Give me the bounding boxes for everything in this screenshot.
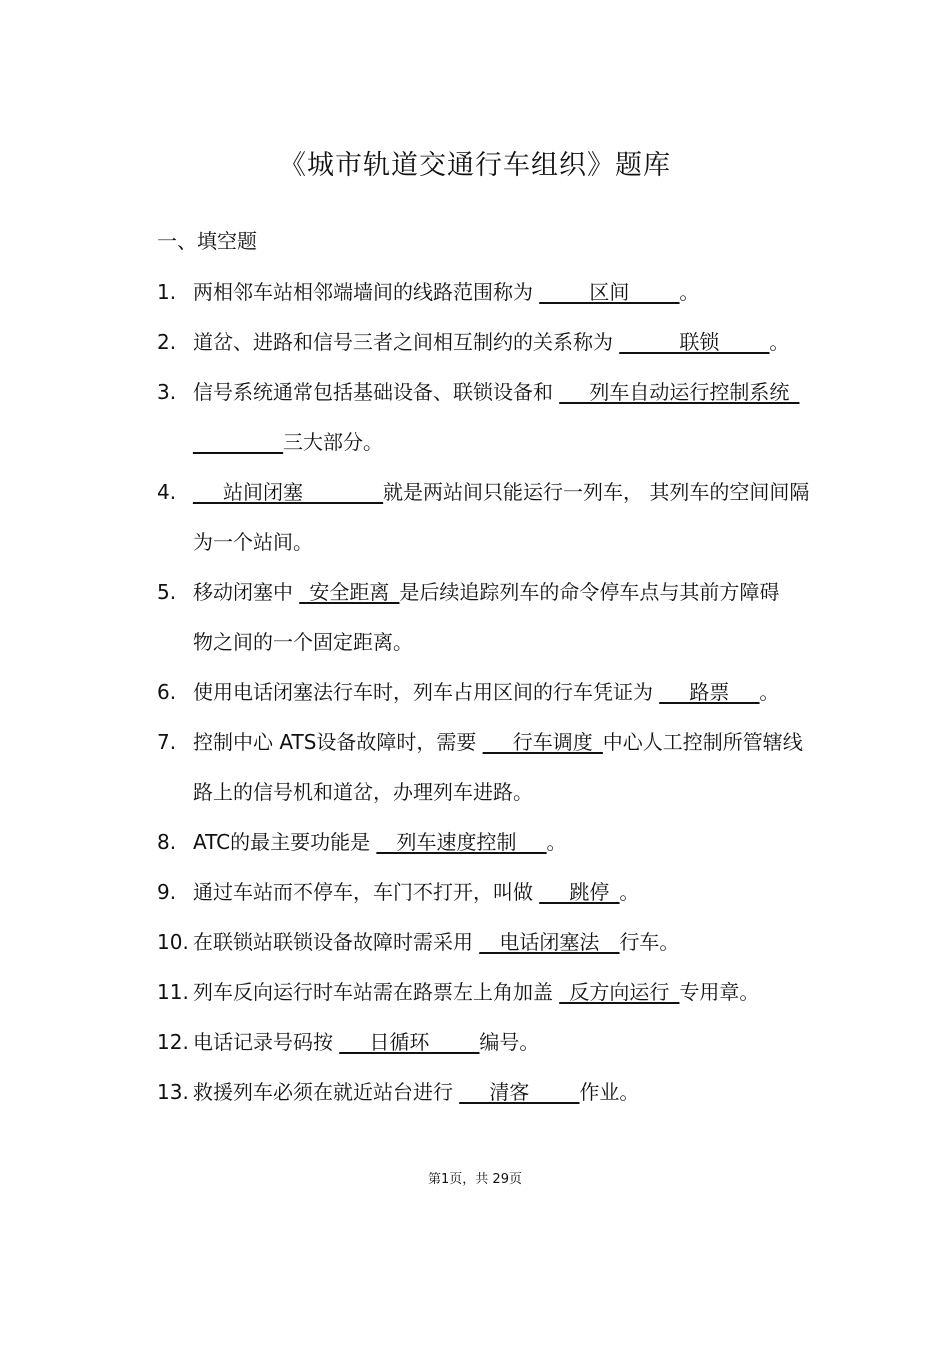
answer-blank: __电话闭塞法__ [479,930,620,954]
question-1 [157,276,699,305]
question-text: ATC的最主要功能是 [193,830,377,854]
question-7-continued: 路上的信号机和道岔，办理列车进路。 [193,780,533,804]
question-11 [157,976,759,1005]
answer-blank: ______联锁_____ [619,330,770,354]
question-text: 移动闭塞中 [193,580,300,604]
section-heading: 一、填空题 [157,229,257,253]
question-text: 通过车站而不停车，车门不打开，叫做 [193,880,540,904]
question-13 [157,1076,639,1105]
question-text-end: 是后续追踪列车的命令停车点与其前方障碍 [399,580,780,604]
question-number: 9. [157,880,177,904]
answer-blank: _________ [193,430,283,454]
question-9 [157,876,639,905]
question-text-end: 作业。 [579,1080,640,1104]
question-number: 1. [157,280,177,304]
answer-blank: ___路票___ [659,680,760,704]
answer-blank: ___列车自动运行控制系统_ [559,380,800,404]
question-number: 3. [157,380,177,404]
question-number: 7. [157,730,177,754]
question-text-end: 。 [679,280,700,304]
question-10 [157,926,679,955]
question-text-end: 。 [769,330,790,354]
question-text-end: 三大部分。 [283,430,383,454]
question-6 [157,676,779,705]
question-number: 12. [157,1030,189,1054]
question-7 [157,726,803,755]
question-number: 8. [157,830,177,854]
question-text-end: 中心人工控制所管辖线 [602,730,803,754]
question-text-end: 。 [759,680,780,704]
question-text: 列车反向运行时车站需在路票左上角加盖 [193,980,560,1004]
question-4 [157,476,809,505]
question-text: 使用电话闭塞法行车时，列车占用区间的行车凭证为 [193,680,660,704]
question-text: 控制中心 ATS设备故障时，需要 [193,730,483,754]
answer-blank: ___日循环_____ [339,1030,480,1054]
question-number: 2. [157,330,177,354]
question-text-end: 专用章。 [679,980,760,1004]
question-number: 4. [157,480,177,504]
question-8 [157,826,567,855]
question-5-continued: 物之间的一个固定距离。 [193,630,413,654]
question-5 [157,576,779,605]
question-text-end: 。 [619,880,640,904]
page-footer: 第1页，共 29页 [428,1172,522,1187]
question-text: 救援列车必须在就近站台进行 [193,1080,460,1104]
question-text: 信号系统通常包括基础设备、联锁设备和 [193,380,560,404]
question-number: 5. [157,580,177,604]
question-number: 13. [157,1080,189,1104]
question-text-end: 就是两站间只能运行一列车， 其列车的空间间隔 [383,480,810,504]
question-number: 6. [157,680,177,704]
question-2 [157,326,789,355]
question-text-end: 行车。 [619,930,680,954]
question-4-continued: 为一个站间。 [193,530,313,554]
question-text: 在联锁站联锁设备故障时需采用 [193,930,480,954]
answer-blank: __列车速度控制___ [376,830,547,854]
question-text: 道岔、进路和信号三者之间相互制约的关系称为 [193,330,620,354]
question-text-end: 。 [546,830,567,854]
answer-blank: _安全距离_ [299,580,400,604]
page-title: 《城市轨道交通行车组织》题库 [279,150,671,181]
answer-blank: _____区间_____ [539,280,680,304]
question-3-continued [193,426,383,455]
question-text-end: 编号。 [479,1030,540,1054]
question-text: 两相邻车站相邻端墙间的线路范围称为 [193,280,540,304]
question-number: 11. [157,980,189,1004]
question-text: 电话记录号码按 [193,1030,340,1054]
answer-blank: ___跳停_ [539,880,620,904]
question-number: 10. [157,930,189,954]
answer-blank: _反方向运行_ [559,980,680,1004]
answer-blank: ___行车调度_ [482,730,603,754]
answer-blank: ___站间闭塞________ [193,480,383,504]
question-3 [157,376,799,405]
question-12 [157,1026,539,1055]
answer-blank: ___清客_____ [459,1080,580,1104]
